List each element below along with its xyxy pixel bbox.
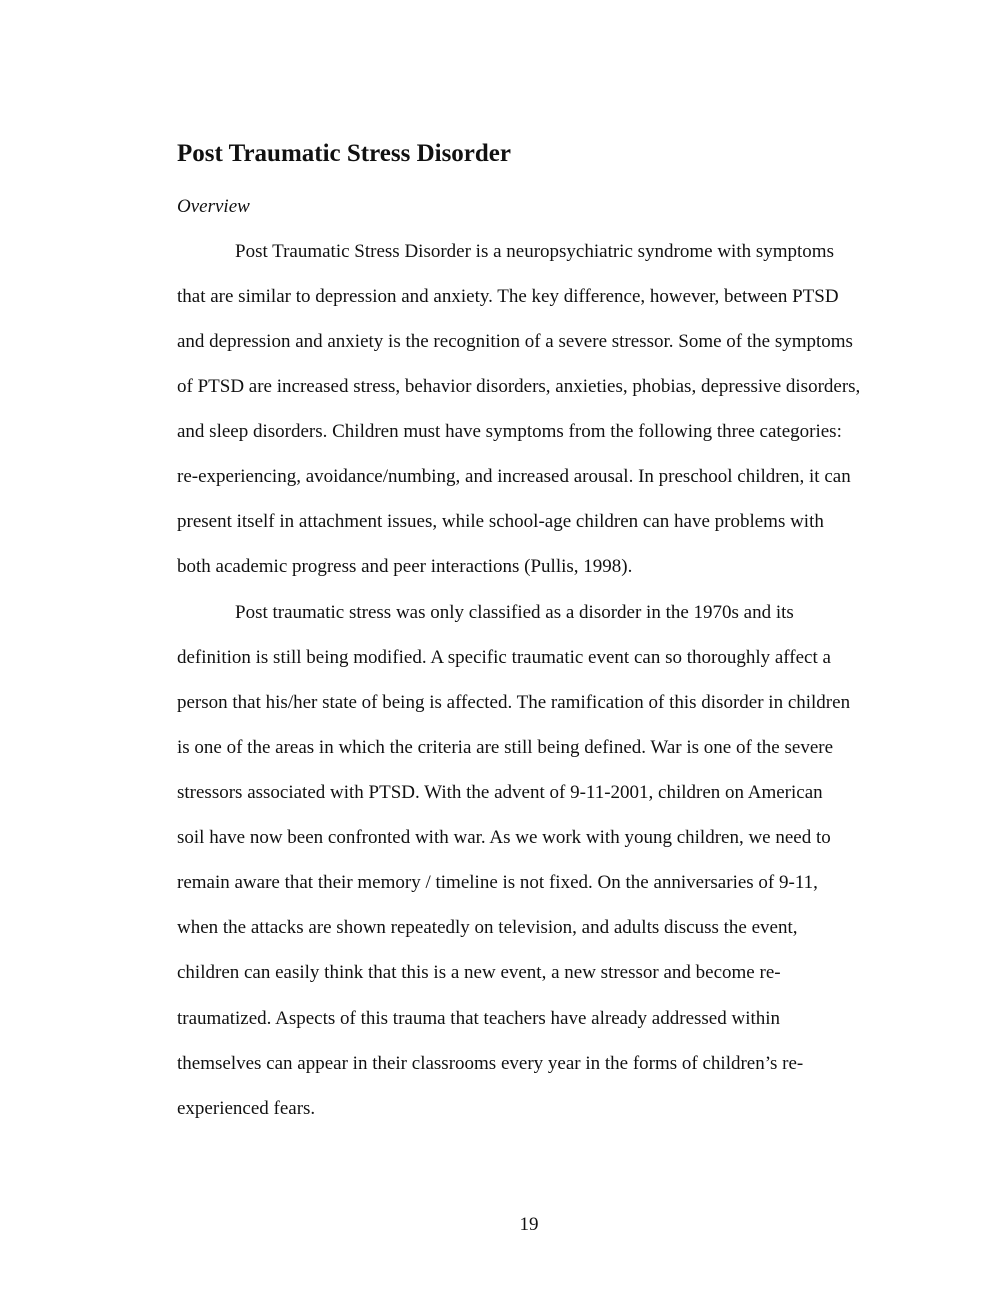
body-line: Post Traumatic Stress Disorder is a neuropsychiatric syndrome with symptoms xyxy=(235,241,834,262)
body-line: that are similar to depression and anxiety. The key difference, however, between PTSD xyxy=(177,286,839,307)
body-line: soil have now been confronted with war. As we work with young children, we need to xyxy=(177,827,831,848)
body-line: traumatized. Aspects of this trauma that teachers have already addressed within xyxy=(177,1008,781,1029)
body-line: when the attacks are shown repeatedly on television, and adults discuss the event, xyxy=(177,917,798,938)
body-line: both academic progress and peer interactions (Pullis, 1998). xyxy=(177,556,633,577)
body-line: experienced fears. xyxy=(177,1098,316,1119)
body-line: and sleep disorders. Children must have symptoms from the following three categories: xyxy=(177,421,842,442)
body-line: themselves can appear in their classrooms every year in the forms of children’s re- xyxy=(177,1053,804,1074)
body-line: Post traumatic stress was only classified as a disorder in the 1970s and its xyxy=(235,602,794,623)
body-line: children can easily think that this is a new event, a new stressor and become re- xyxy=(177,962,781,983)
body-line: definition is still being modified. A specific traumatic event can so thoroughly affect a xyxy=(177,647,831,668)
body-line: person that his/her state of being is affected. The ramification of this disorder in children xyxy=(177,692,851,713)
body-line: re-experiencing, avoidance/numbing, and increased arousal. In preschool children, it can xyxy=(177,466,851,487)
subsection-heading: Overview xyxy=(177,196,250,217)
body-line: present itself in attachment issues, while school-age children can have problems with xyxy=(177,511,824,532)
body-line: and depression and anxiety is the recognition of a severe stressor. Some of the symptoms xyxy=(177,331,853,352)
body-line: stressors associated with PTSD. With the advent of 9-11-2001, children on American xyxy=(177,782,823,803)
page-number: 19 xyxy=(519,1214,539,1235)
body-line: of PTSD are increased stress, behavior disorders, anxieties, phobias, depressive disorders, xyxy=(177,376,861,397)
section-heading: Post Traumatic Stress Disorder xyxy=(177,140,511,167)
body-line: is one of the areas in which the criteria are still being defined. War is one of the severe xyxy=(177,737,834,758)
body-line: remain aware that their memory / timeline is not fixed. On the anniversaries of 9-11, xyxy=(177,872,818,893)
